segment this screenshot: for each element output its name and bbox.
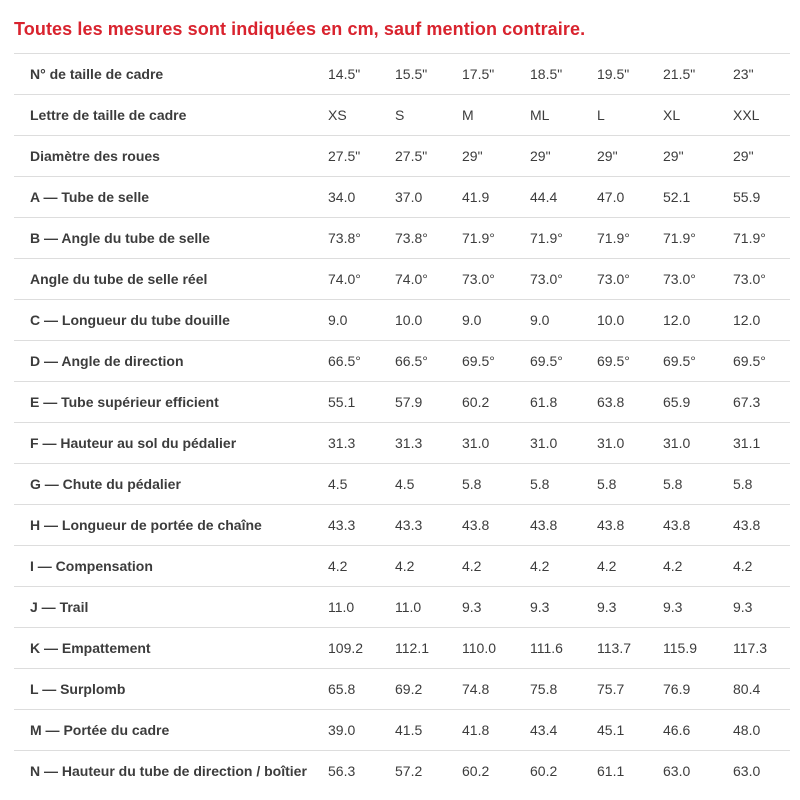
- row-value: 69.2: [395, 681, 423, 697]
- row-value: 73.8°: [395, 230, 428, 246]
- row-label: B — Angle du tube de selle: [30, 230, 210, 246]
- row-value: 4.5: [395, 476, 415, 492]
- row-value: 31.0: [462, 435, 490, 451]
- row-value: 45.1: [597, 722, 625, 738]
- row-value: 11.0: [328, 599, 355, 615]
- row-value: 52.1: [663, 189, 691, 205]
- row-value: 65.8: [328, 681, 356, 697]
- row-value: 60.2: [462, 763, 490, 779]
- row-value: 4.2: [733, 558, 753, 574]
- row-value: 41.9: [462, 189, 490, 205]
- row-value: 46.6: [663, 722, 691, 738]
- row-value: 5.8: [530, 476, 550, 492]
- row-value: 41.5: [395, 722, 423, 738]
- table-row: [14, 259, 790, 300]
- row-value: 117.3: [733, 640, 767, 656]
- row-value: 5.8: [663, 476, 683, 492]
- row-label: I — Compensation: [30, 558, 153, 574]
- row-value: 73.8°: [328, 230, 361, 246]
- table-row: [14, 300, 790, 341]
- row-value: 43.8: [733, 517, 761, 533]
- row-value: 17.5": [462, 66, 495, 82]
- row-label: J — Trail: [30, 599, 89, 615]
- table-row: [14, 382, 790, 423]
- row-value: 23": [733, 66, 754, 82]
- table-row: [14, 54, 790, 95]
- row-value: 71.9°: [733, 230, 766, 246]
- row-value: 9.3: [462, 599, 482, 615]
- row-value: 112.1: [395, 640, 429, 656]
- row-value: 60.2: [462, 394, 490, 410]
- row-value: 29": [733, 148, 754, 164]
- row-value: 44.4: [530, 189, 558, 205]
- row-value: 31.3: [328, 435, 356, 451]
- row-value: 43.8: [597, 517, 625, 533]
- row-value: 4.2: [663, 558, 683, 574]
- row-value: 73.0°: [597, 271, 630, 287]
- row-value: 55.1: [328, 394, 356, 410]
- row-value: 73.0°: [733, 271, 766, 287]
- row-label: Angle du tube de selle réel: [30, 271, 208, 287]
- row-value: 48.0: [733, 722, 761, 738]
- row-value: 4.2: [395, 558, 415, 574]
- row-value: 71.9°: [530, 230, 563, 246]
- table-row: [14, 587, 790, 628]
- row-label: M — Portée du cadre: [30, 722, 170, 738]
- row-value: 5.8: [462, 476, 482, 492]
- table-row: [14, 751, 790, 792]
- row-value: 110.0: [462, 640, 496, 656]
- row-label: C — Longueur du tube douille: [30, 312, 230, 328]
- table-row: [14, 177, 790, 218]
- row-label: A — Tube de selle: [30, 189, 150, 205]
- row-value: 69.5°: [733, 353, 766, 369]
- row-value: 29": [462, 148, 483, 164]
- row-value: 4.2: [328, 558, 348, 574]
- row-value: 66.5°: [328, 353, 361, 369]
- row-label: K — Empattement: [30, 640, 151, 656]
- row-label: L — Surplomb: [30, 681, 126, 697]
- row-value: 69.5°: [530, 353, 563, 369]
- row-value: 109.2: [328, 640, 364, 656]
- row-value: 11.0: [395, 599, 422, 615]
- geometry-table: [14, 53, 790, 791]
- row-value: 69.5°: [597, 353, 630, 369]
- table-row: [14, 423, 790, 464]
- row-value: 43.4: [530, 722, 558, 738]
- row-value: 61.8: [530, 394, 558, 410]
- row-value: 10.0: [395, 312, 423, 328]
- row-value: 43.3: [328, 517, 356, 533]
- row-value: 115.9: [663, 640, 697, 656]
- row-value: 43.3: [395, 517, 423, 533]
- row-value: 9.3: [733, 599, 753, 615]
- row-value: 65.9: [663, 394, 691, 410]
- table-row: [14, 464, 790, 505]
- row-value: 56.3: [328, 763, 356, 779]
- row-value: 67.3: [733, 394, 761, 410]
- row-value: 29": [530, 148, 551, 164]
- row-value: 71.9°: [663, 230, 696, 246]
- row-value: 71.9°: [462, 230, 495, 246]
- row-value: 69.5°: [462, 353, 495, 369]
- row-value: 12.0: [733, 312, 761, 328]
- row-value: 73.0°: [530, 271, 563, 287]
- row-label: D — Angle de direction: [30, 353, 184, 369]
- row-value: 5.8: [597, 476, 617, 492]
- table-row: [14, 710, 790, 751]
- row-value: 14.5": [328, 66, 361, 82]
- row-value: 4.2: [530, 558, 550, 574]
- row-value: 31.3: [395, 435, 423, 451]
- row-value: 15.5": [395, 66, 428, 82]
- row-value: M: [462, 107, 474, 123]
- row-value: 66.5°: [395, 353, 428, 369]
- row-value: 31.0: [597, 435, 625, 451]
- row-value: 63.0: [733, 763, 761, 779]
- row-value: 73.0°: [462, 271, 495, 287]
- row-value: 43.8: [663, 517, 691, 533]
- row-value: 63.8: [597, 394, 625, 410]
- row-label: Lettre de taille de cadre: [30, 107, 187, 123]
- row-value: S: [395, 107, 405, 123]
- table-row: [14, 218, 790, 259]
- row-value: 61.1: [597, 763, 625, 779]
- row-value: L: [597, 107, 605, 123]
- geometry-table-body: [14, 54, 790, 792]
- row-label: N — Hauteur du tube de direction / boîtier: [30, 763, 307, 779]
- row-value: 31.0: [530, 435, 558, 451]
- row-value: 31.0: [663, 435, 691, 451]
- row-label: H — Longueur de portée de chaîne: [30, 517, 262, 533]
- row-value: 29": [663, 148, 684, 164]
- row-value: 29": [597, 148, 618, 164]
- table-row: [14, 546, 790, 587]
- row-value: 4.2: [462, 558, 482, 574]
- table-row: [14, 95, 790, 136]
- row-value: 73.0°: [663, 271, 696, 287]
- row-value: 76.9: [663, 681, 691, 697]
- row-value: 10.0: [597, 312, 625, 328]
- row-value: 63.0: [663, 763, 691, 779]
- row-value: ML: [530, 107, 550, 123]
- row-value: 57.2: [395, 763, 423, 779]
- row-label: N° de taille de cadre: [30, 66, 164, 82]
- row-value: 47.0: [597, 189, 625, 205]
- row-value: 39.0: [328, 722, 356, 738]
- row-value: XS: [328, 107, 347, 123]
- table-row: [14, 669, 790, 710]
- row-value: 9.3: [530, 599, 550, 615]
- row-label: F — Hauteur au sol du pédalier: [30, 435, 237, 451]
- row-value: 9.0: [462, 312, 482, 328]
- row-value: 43.8: [530, 517, 558, 533]
- row-value: 69.5°: [663, 353, 696, 369]
- measurement-unit-note: Toutes les mesures sont indiquées en cm, sauf mention contraire.: [14, 19, 586, 39]
- table-row: [14, 136, 790, 177]
- row-value: 113.7: [597, 640, 631, 656]
- row-value: 5.8: [733, 476, 753, 492]
- row-value: 31.1: [733, 435, 761, 451]
- row-value: 9.0: [530, 312, 550, 328]
- row-value: 4.2: [597, 558, 617, 574]
- row-value: 55.9: [733, 189, 761, 205]
- row-label: G — Chute du pédalier: [30, 476, 181, 492]
- row-value: 41.8: [462, 722, 490, 738]
- table-row: [14, 341, 790, 382]
- row-value: 18.5": [530, 66, 563, 82]
- row-value: 75.8: [530, 681, 558, 697]
- row-value: 43.8: [462, 517, 490, 533]
- row-value: 21.5": [663, 66, 696, 82]
- row-value: 19.5": [597, 66, 630, 82]
- row-value: 27.5": [395, 148, 428, 164]
- row-value: 60.2: [530, 763, 558, 779]
- row-value: XL: [663, 107, 681, 123]
- row-value: 4.5: [328, 476, 348, 492]
- row-value: 37.0: [395, 189, 423, 205]
- row-value: 27.5": [328, 148, 361, 164]
- row-value: 9.0: [328, 312, 348, 328]
- row-value: 74.8: [462, 681, 490, 697]
- row-value: 71.9°: [597, 230, 630, 246]
- row-value: XXL: [733, 107, 760, 123]
- row-label: Diamètre des roues: [30, 148, 160, 164]
- row-value: 9.3: [597, 599, 617, 615]
- row-value: 74.0°: [395, 271, 428, 287]
- row-value: 9.3: [663, 599, 683, 615]
- row-value: 57.9: [395, 394, 423, 410]
- row-value: 111.6: [530, 640, 563, 656]
- row-value: 80.4: [733, 681, 761, 697]
- row-value: 75.7: [597, 681, 625, 697]
- row-label: E — Tube supérieur efficient: [30, 394, 219, 410]
- row-value: 12.0: [663, 312, 691, 328]
- table-row: [14, 628, 790, 669]
- row-value: 34.0: [328, 189, 356, 205]
- table-row: [14, 505, 790, 546]
- row-value: 74.0°: [328, 271, 361, 287]
